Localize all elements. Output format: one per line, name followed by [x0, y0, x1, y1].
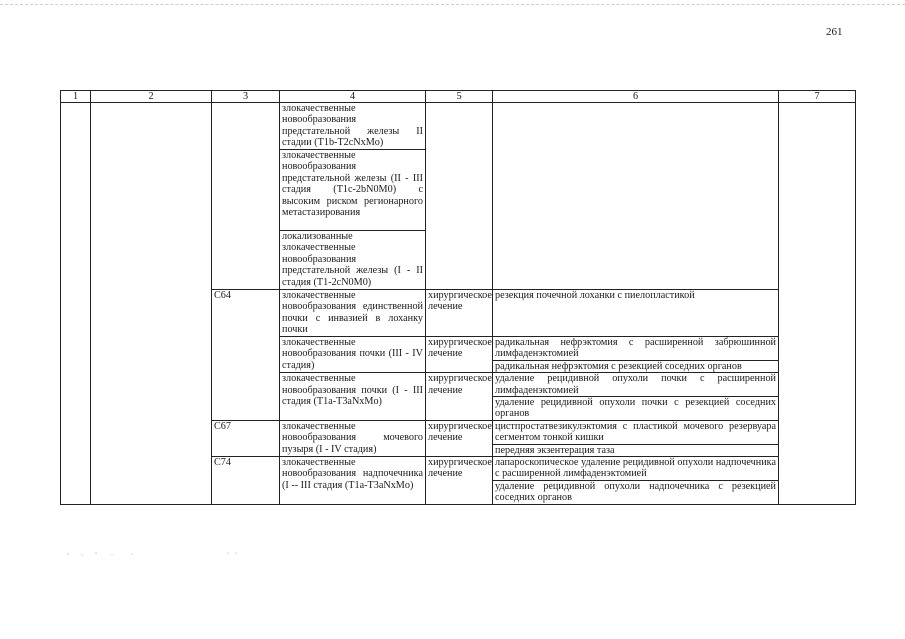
column-header-3: 3: [212, 91, 280, 103]
method-cell: удаление рецидивной опухоли почки с расширенной лимфаденэктомией: [493, 373, 779, 397]
column-header-7: 7: [779, 91, 856, 103]
code-cell: C67: [212, 420, 280, 456]
cell-col1: [61, 103, 91, 505]
diagnosis-cell: злокачественные новообразования почки (I - III стадия (T1a-T3aNxMo): [280, 373, 426, 421]
column-header-2: 2: [91, 91, 212, 103]
treatment-cell: хирургическое лечение: [426, 337, 493, 373]
column-header-1: 1: [61, 91, 91, 103]
cell-col7: [779, 103, 856, 505]
cell-col2: [91, 103, 212, 505]
code-cell: C64: [212, 290, 280, 421]
diagnosis-cell: злокачественные новообразования предстательной железы (II - III стадия (T1c-2bN0M0) с высоким риском регионарного метастазирования: [280, 150, 426, 231]
medical-procedures-table: [60, 90, 856, 505]
column-header-6: 6: [493, 91, 779, 103]
scan-noise-marks: [60, 545, 360, 565]
column-header-5: 5: [426, 91, 493, 103]
treatment-cell: хирургическое лечение: [426, 457, 493, 505]
method-cell: передняя экзентерация таза: [493, 444, 779, 456]
method-cell: цистпростатвезикулэктомия с пластикой мочевого резервуара сегментом тонкой кишки: [493, 420, 779, 444]
method-cell: радикальная нефрэктомия с резекцией соседних органов: [493, 360, 779, 372]
method-cell: [493, 103, 779, 290]
treatment-cell: хирургическое лечение: [426, 420, 493, 456]
scan-top-edge-line: [0, 4, 905, 5]
treatment-cell: хирургическое лечение: [426, 373, 493, 421]
method-cell: удаление рецидивной опухоли почки с резекцией соседних органов: [493, 397, 779, 421]
method-cell: удаление рецидивной опухоли надпочечника с резекцией соседних органов: [493, 480, 779, 504]
diagnosis-cell: злокачественные новообразования почки (III - IV стадия): [280, 337, 426, 373]
diagnosis-cell: злокачественные новообразования мочевого пузыря (I - IV стадия): [280, 420, 426, 456]
column-header-4: 4: [280, 91, 426, 103]
header-row: [61, 91, 856, 103]
method-cell: резекция почечной лоханки с пиелопластикой: [493, 290, 779, 337]
diagnosis-cell: злокачественные новообразования единственной почки с инвазией в лоханку почки: [280, 290, 426, 337]
page-number: 261: [826, 26, 843, 38]
table-row: [61, 103, 856, 150]
treatment-cell: хирургическое лечение: [426, 290, 493, 337]
diagnosis-cell: локализованные злокачественные новообразования предстательной железы (I - II стадия (T1-2cN0M0): [280, 231, 426, 290]
diagnosis-cell: злокачественные новообразования предстательной железы II стадии (T1b-T2cNxMo): [280, 103, 426, 150]
method-cell: радикальная нефрэктомия с расширенной забрюшинной лимфаденэктомией: [493, 337, 779, 361]
treatment-cell: [426, 103, 493, 290]
code-cell: [212, 103, 280, 290]
code-cell: C74: [212, 457, 280, 505]
method-cell: лапароскопическое удаление рецидивной опухоли надпочечника с расширенной лимфаденэктомией: [493, 457, 779, 481]
diagnosis-cell: злокачественные новообразования надпочечника (I -- III стадия (T1a-T3aNxMo): [280, 457, 426, 505]
